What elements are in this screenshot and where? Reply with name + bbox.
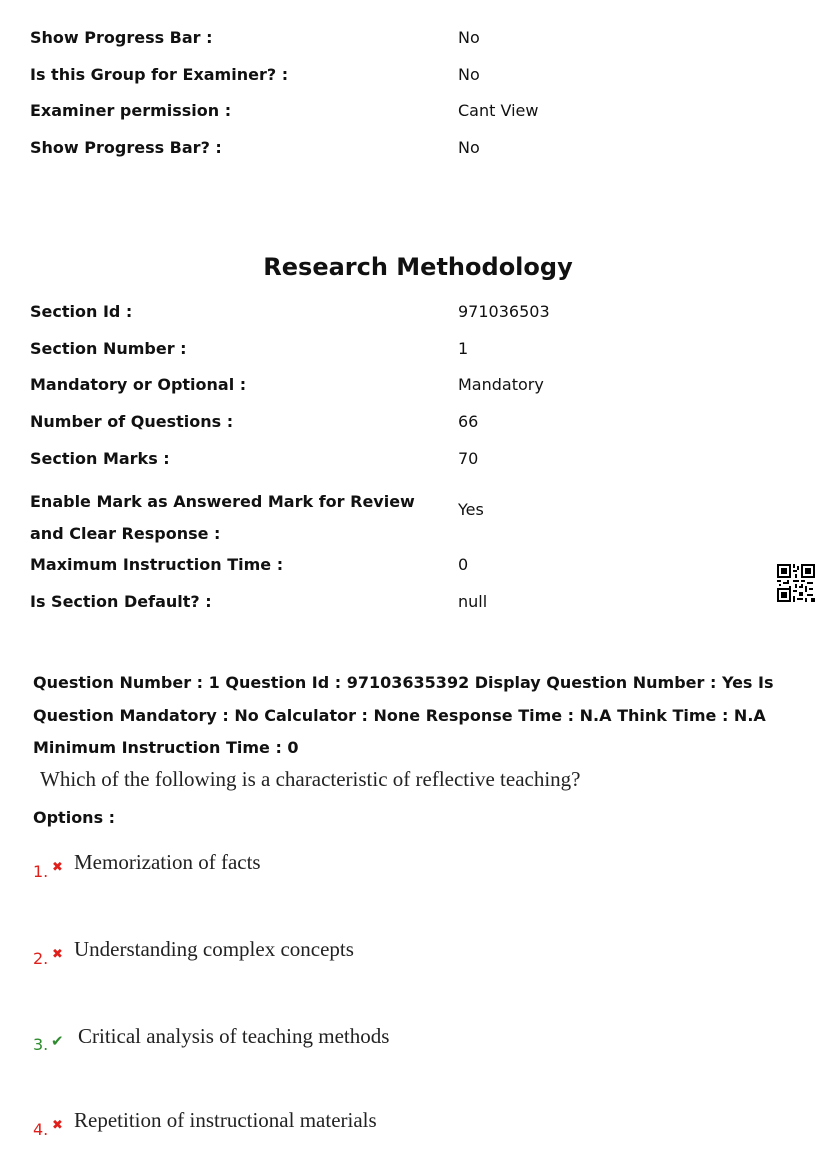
- field-value: Yes: [458, 500, 484, 519]
- option-item: [0, 937, 826, 967]
- option-text: Critical analysis of teaching methods: [78, 1024, 390, 1048]
- cross-icon: ✖: [52, 947, 63, 962]
- option-number: 3.: [33, 1035, 49, 1054]
- field-label: Enable Mark as Answered Mark for Review and Clear Response :: [30, 492, 415, 543]
- field-label: Show Progress Bar? :: [30, 138, 222, 157]
- field-value: Cant View: [458, 101, 539, 120]
- field-label: Section Id :: [30, 302, 133, 321]
- field-value: 0: [458, 555, 469, 574]
- field-value: 971036503: [458, 302, 550, 321]
- options-label: Options :: [33, 808, 116, 827]
- field-label: Section Number :: [30, 339, 187, 358]
- field-value: No: [458, 28, 480, 47]
- question-text: Which of the following is a characteristic of reflective teaching?: [40, 767, 581, 791]
- field-value: 1: [458, 339, 469, 358]
- option-number: 1.: [33, 862, 49, 881]
- field-label: Is this Group for Examiner? :: [30, 65, 289, 84]
- option-item: [0, 850, 826, 880]
- field-value: Mandatory: [458, 375, 544, 394]
- field-label: Show Progress Bar :: [30, 28, 213, 47]
- field-label: Is Section Default? :: [30, 592, 212, 611]
- qr-code-icon: [777, 564, 815, 602]
- option-item: [0, 1109, 826, 1139]
- option-text: Repetition of instructional materials: [74, 1108, 377, 1132]
- question-meta: Question Number : 1 Question Id : 97103635392 Display Question Number : Yes Is Question Mandatory : No Calculator : None Response Time : N.A Think Time : N.A Minimum Instruction Time : 0: [33, 673, 774, 757]
- field-label: Mandatory or Optional :: [30, 375, 247, 394]
- cross-icon: ✖: [52, 860, 63, 875]
- option-text: Understanding complex concepts: [74, 937, 354, 961]
- option-item: [0, 1024, 826, 1054]
- option-number: 4.: [33, 1120, 49, 1139]
- field-label: Number of Questions :: [30, 412, 234, 431]
- field-value: null: [458, 592, 488, 611]
- option-text: Memorization of facts: [74, 850, 261, 874]
- field-value: 66: [458, 412, 479, 431]
- field-label: Maximum Instruction Time :: [30, 555, 284, 574]
- field-label: Section Marks :: [30, 449, 170, 468]
- cross-icon: ✖: [52, 1118, 63, 1133]
- section-title: Research Methodology: [263, 253, 573, 281]
- field-value: No: [458, 138, 480, 157]
- option-number: 2.: [33, 949, 49, 968]
- field-value: No: [458, 65, 480, 84]
- field-label: Examiner permission :: [30, 101, 232, 120]
- check-icon: ✔: [51, 1032, 64, 1050]
- field-value: 70: [458, 449, 479, 468]
